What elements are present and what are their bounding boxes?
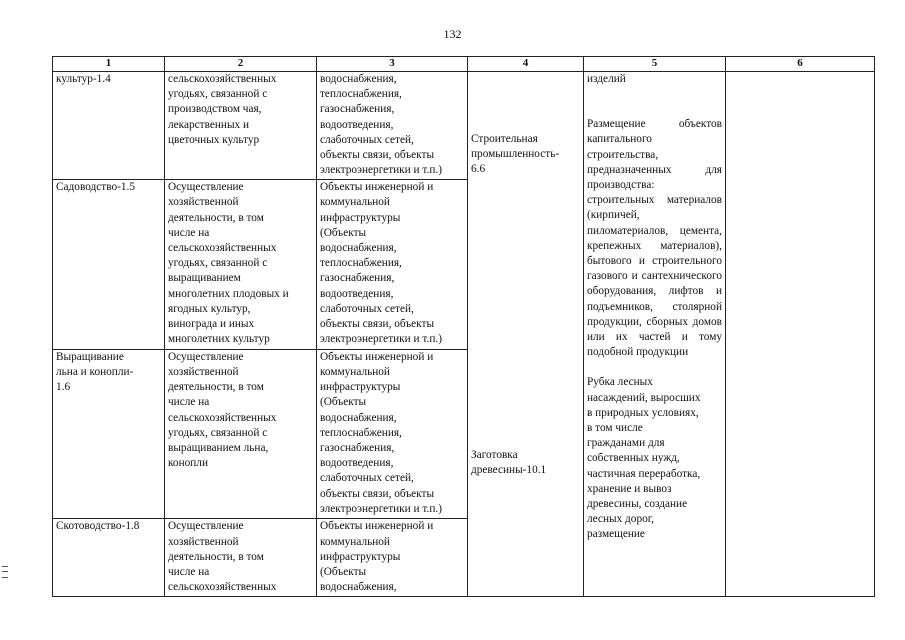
row1-objects: водоснабжения, теплоснабжения, газоснабжения, водоотведения, слаботочных сетей, объекты связи, объекты электроэнергетики и т.п.)	[317, 72, 468, 180]
header-col-1: 1	[53, 57, 165, 72]
col5-p2: Рубка лесных насаждений, выросших в природных условиях, в том числе гражданами для собственных нужд, частичная переработка, хранение и вывоз древесины, создание лесных дорог, размещение	[587, 376, 701, 541]
header-col-3: 3	[317, 57, 468, 72]
page-number: 132	[443, 27, 462, 41]
col4-cell	[468, 72, 584, 597]
col6-cell	[726, 72, 875, 597]
col5-p0: изделий	[587, 73, 626, 85]
col4-construction-industry: Строительная промышленность- 6.6	[471, 133, 560, 176]
row1-description: сельскохозяйственных угодьях, связанной с производством чая, лекарственных и цветочных культур	[165, 72, 317, 180]
table-row	[53, 72, 875, 180]
header-col-5: 5	[584, 57, 726, 72]
land-use-table	[52, 56, 875, 597]
header-col-2: 2	[165, 57, 317, 72]
row4-description: Осуществление хозяйственной деятельности, в том числе на сельскохозяйственных	[165, 519, 317, 597]
margin-mark	[2, 566, 8, 578]
col5-cell	[584, 72, 726, 597]
row3-objects: Объекты инженерной и коммунальной инфраструктуры (Объекты водоснабжения, теплоснабжения, газоснабжения, водоотведения, слаботочных сетей, объекты связи, объекты электроэнергетики и т.п.)	[317, 349, 468, 519]
header-row	[53, 57, 875, 72]
row2-use-type: Садоводство-1.5	[53, 180, 165, 350]
header-col-6: 6	[726, 57, 875, 72]
row3-description: Осуществление хозяйственной деятельности, в том числе на сельскохозяйственных угодьях, связанной с выращиванием льна, конопли	[165, 349, 317, 519]
col4-timber-harvesting: Заготовка древесины-10.1	[471, 448, 547, 476]
header-col-4: 4	[468, 57, 584, 72]
row2-description: Осуществление хозяйственной деятельности, в том числе на сельскохозяйственных угодьях, связанной с выращиванием многолетних плодовых и ягодных культур, винограда и иных многолетних культур	[165, 180, 317, 350]
col5-p1: Размещение объектов капитального строительства, предназначенных для производства: строительных материалов (кирпичей, пиломатериалов, цемента, крепежных материалов), бытового и строительного газового и сантехнического оборудования, лифтов и подъемников, столярной продукции, сборных домов или их частей и тому подобной продукции	[587, 118, 722, 359]
row4-use-type: Скотоводство-1.8	[53, 519, 165, 597]
row3-use-type: Выращивание льна и конопли- 1.6	[53, 349, 165, 519]
row2-objects: Объекты инженерной и коммунальной инфраструктуры (Объекты водоснабжения, теплоснабжения, газоснабжения, водоотведения, слаботочных сетей, объекты связи, объекты электроэнергетики и т.п.)	[317, 180, 468, 350]
row1-use-type: культур-1.4	[53, 72, 165, 180]
row4-objects: Объекты инженерной и коммунальной инфраструктуры (Объекты водоснабжения,	[317, 519, 468, 597]
